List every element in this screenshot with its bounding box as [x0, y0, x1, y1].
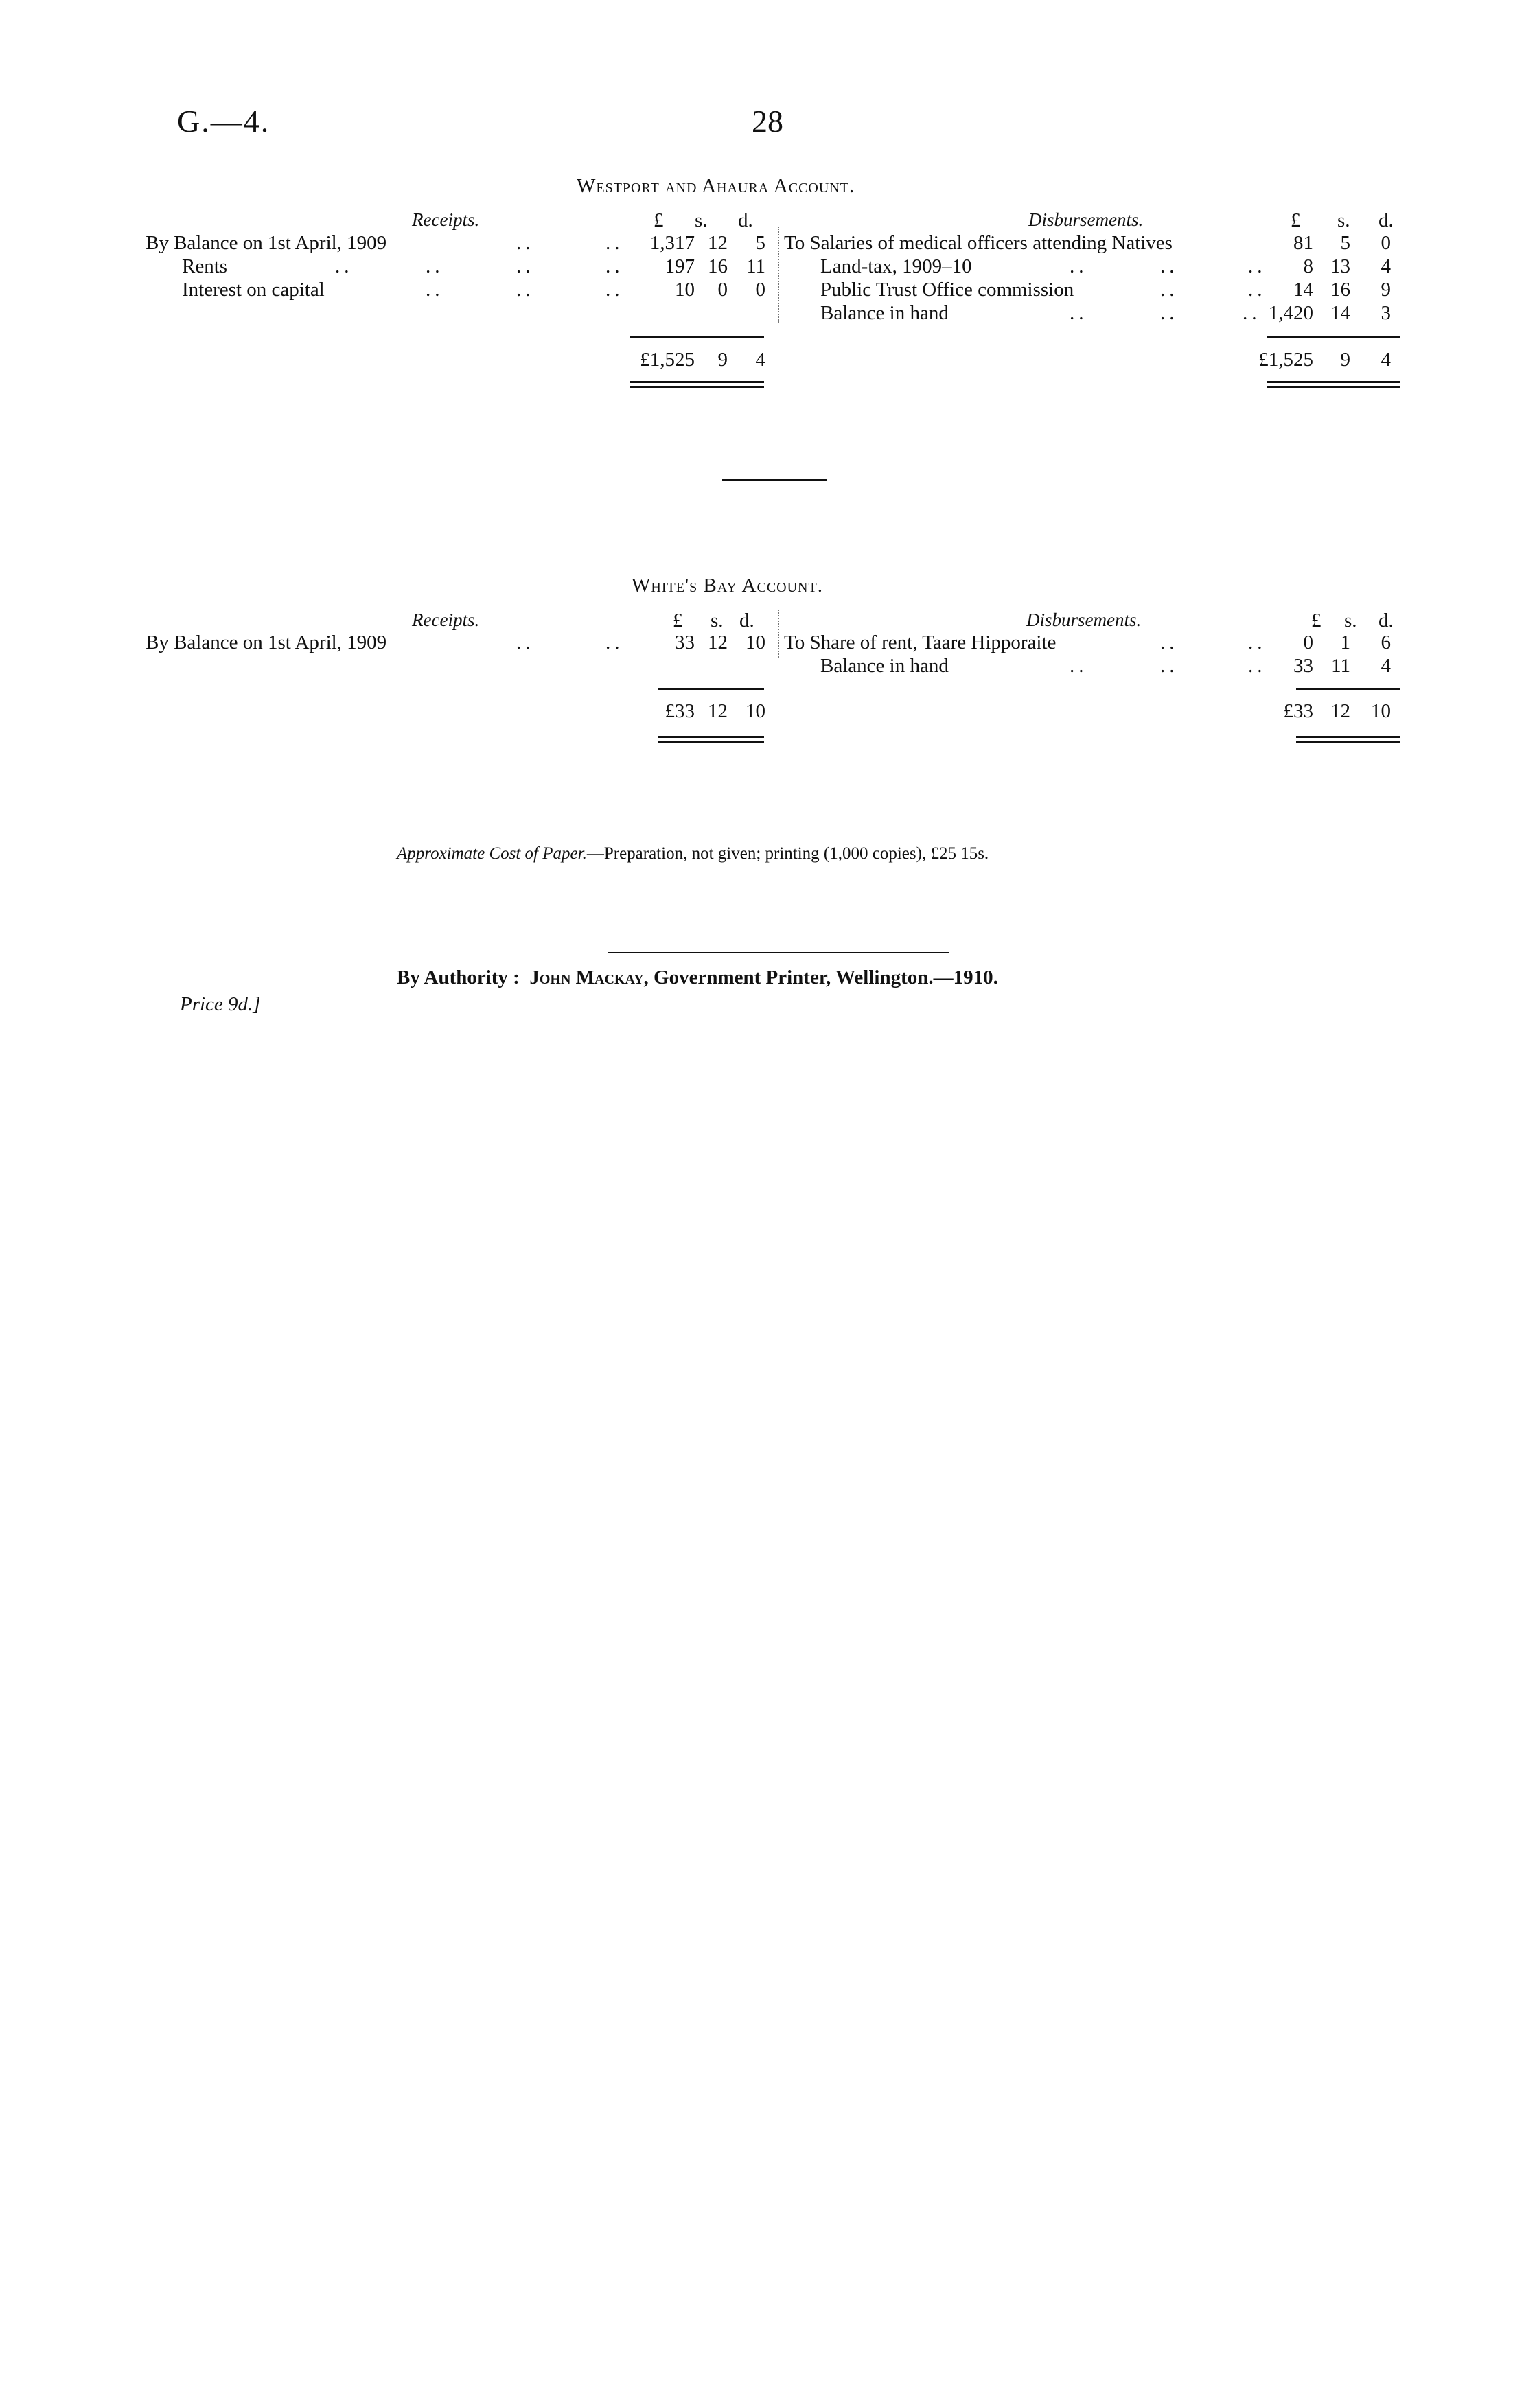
westport-disb-pence: 3	[1381, 302, 1391, 324]
whites-bay-disb-total-shillings: 12	[1330, 700, 1350, 722]
series-code: G.—4.	[177, 104, 270, 139]
westport-disb-col-pounds: £	[1291, 209, 1301, 231]
westport-receipt-pounds: 10	[675, 279, 695, 301]
whites-bay-disb-pence: 6	[1381, 632, 1391, 653]
westport-disb-pounds: 1,420	[1268, 302, 1313, 324]
leader-dots: ..	[1160, 655, 1179, 677]
whites-bay-disb-col-shillings: s.	[1344, 610, 1357, 632]
leader-dots: ..	[1070, 255, 1088, 277]
leader-dots: ..	[1248, 655, 1267, 677]
whites-bay-receipt-pence: 10	[746, 632, 765, 653]
whites-bay-receipts-total-pence: 10	[746, 700, 765, 722]
leader-dots: ..	[1070, 655, 1088, 677]
whites-bay-disb-shillings: 11	[1331, 655, 1350, 677]
subtotal-rule	[658, 688, 764, 690]
subtotal-rule	[630, 336, 764, 338]
leader-dots: ..	[605, 232, 624, 254]
westport-receipts-heading: Receipts.	[412, 209, 480, 230]
whites-bay-disb-total-pounds: £33	[1283, 700, 1313, 722]
leader-dots: ..	[426, 255, 444, 277]
westport-disb-total-pounds: £1,525	[1258, 349, 1313, 371]
subtotal-rule	[1296, 688, 1400, 690]
whites-bay-disb-pounds: 33	[1293, 655, 1313, 677]
westport-receipt-shillings: 16	[708, 255, 728, 277]
whites-bay-receipts-col-shillings: s.	[711, 610, 724, 632]
leader-dots: ..	[516, 255, 535, 277]
whites-bay-receipt-shillings: 12	[708, 632, 728, 653]
section-divider	[722, 479, 827, 481]
westport-disb-pence: 9	[1381, 279, 1391, 301]
whites-bay-receipts-total-pounds: £33	[665, 700, 695, 722]
westport-receipt-pence: 11	[746, 255, 765, 277]
leader-dots: ..	[1248, 279, 1267, 301]
whites-bay-receipt-label: By Balance on 1st April, 1909	[146, 632, 387, 653]
whites-bay-disbursement-label: Balance in hand	[820, 655, 949, 677]
authority-rest: , Government Printer, Wellington.—1910.	[643, 966, 998, 988]
printer-name: John Mackay	[529, 966, 644, 988]
westport-receipt-pence: 5	[755, 232, 765, 254]
total-double-rule	[1267, 386, 1400, 388]
westport-receipt-shillings: 0	[717, 279, 728, 301]
whites-bay-disb-col-pounds: £	[1311, 610, 1321, 632]
westport-disb-shillings: 5	[1340, 232, 1350, 254]
westport-receipts-col-pounds: £	[654, 209, 664, 231]
leader-dots: ..	[605, 279, 624, 301]
westport-disbursement-label: To Salaries of medical officers attending Natives	[784, 232, 1173, 254]
leader-dots: ..	[1160, 255, 1179, 277]
westport-receipt-pounds: 197	[665, 255, 695, 277]
cost-of-paper-note	[397, 844, 989, 864]
total-double-rule	[658, 741, 764, 743]
westport-disbursement-label: Balance in hand	[820, 302, 949, 324]
whites-bay-disb-pence: 4	[1381, 655, 1391, 677]
westport-receipts-total-pounds: £1,525	[640, 349, 695, 371]
westport-disb-total-pence: 4	[1381, 349, 1391, 371]
leader-dots: ..	[516, 232, 535, 254]
westport-receipt-label: Interest on capital	[182, 279, 325, 301]
westport-receipts-total-pence: 4	[755, 349, 765, 371]
whites-bay-disb-shillings: 1	[1340, 632, 1350, 653]
whites-bay-receipts-col-pence: d.	[739, 610, 754, 632]
whites-bay-receipts-col-pounds: £	[673, 610, 683, 632]
westport-receipt-pounds: 1,317	[649, 232, 695, 254]
westport-disb-shillings: 13	[1330, 255, 1350, 277]
leader-dots: ..	[605, 632, 624, 653]
leader-dots: ..	[1160, 632, 1179, 653]
westport-receipts-col-pence: d.	[738, 209, 753, 231]
westport-disb-pence: 4	[1381, 255, 1391, 277]
leader-dots: ..	[516, 632, 535, 653]
leader-dots: ..	[516, 279, 535, 301]
whites-bay-disb-pounds: 0	[1303, 632, 1313, 653]
whites-bay-disbursement-label: To Share of rent, Taare Hipporaite	[784, 632, 1057, 653]
westport-disb-col-shillings: s.	[1337, 209, 1350, 231]
whites-bay-receipt-pounds: 33	[675, 632, 695, 653]
leader-dots: ..	[1070, 302, 1088, 324]
subtotal-rule	[1267, 336, 1400, 338]
leader-dots: ..	[605, 255, 624, 277]
total-double-rule	[1296, 736, 1400, 738]
westport-disb-pounds: 14	[1293, 279, 1313, 301]
page-number: 28	[752, 104, 783, 139]
westport-disb-shillings: 14	[1330, 302, 1350, 324]
westport-receipt-pence: 0	[755, 279, 765, 301]
whites-bay-title: White's Bay Account.	[632, 575, 823, 597]
cost-label: Approximate Cost of Paper.	[397, 844, 587, 863]
authority-prefix: By Authority :	[397, 966, 520, 988]
whites-bay-disb-col-pence: d.	[1378, 610, 1394, 632]
westport-title: Westport and Ahaura Account.	[577, 175, 855, 197]
westport-disb-pounds: 8	[1303, 255, 1313, 277]
total-double-rule	[658, 736, 764, 738]
total-double-rule	[1267, 381, 1400, 383]
westport-column-divider	[778, 227, 781, 323]
total-double-rule	[1296, 741, 1400, 743]
leader-dots: ..	[1248, 632, 1267, 653]
whites-bay-column-divider	[778, 610, 781, 658]
westport-disbursement-label: Land-tax, 1909–10	[820, 255, 972, 277]
total-double-rule	[630, 386, 764, 388]
leader-dots: ..	[1160, 279, 1179, 301]
footer-rule	[608, 952, 949, 953]
westport-disb-col-pence: d.	[1378, 209, 1394, 231]
westport-disbursements-heading: Disbursements.	[1028, 209, 1144, 230]
price: Price 9d.]	[180, 993, 261, 1015]
westport-receipt-shillings: 12	[708, 232, 728, 254]
westport-receipts-col-shillings: s.	[695, 209, 708, 231]
westport-receipt-label: By Balance on 1st April, 1909	[146, 232, 387, 254]
westport-receipts-total-shillings: 9	[717, 349, 728, 371]
whites-bay-receipts-total-shillings: 12	[708, 700, 728, 722]
whites-bay-disbursements-heading: Disbursements.	[1026, 610, 1142, 630]
westport-receipt-label: Rents	[182, 255, 228, 277]
printer-imprint	[397, 966, 998, 989]
westport-disb-total-shillings: 9	[1340, 349, 1350, 371]
westport-disb-pence: 0	[1381, 232, 1391, 254]
westport-disb-shillings: 16	[1330, 279, 1350, 301]
leader-dots: ..	[1243, 302, 1261, 324]
westport-disbursement-label: Public Trust Office commission	[820, 279, 1074, 301]
leader-dots: ..	[426, 279, 444, 301]
whites-bay-disb-total-pence: 10	[1371, 700, 1391, 722]
leader-dots: ..	[1160, 302, 1179, 324]
cost-text: —Preparation, not given; printing (1,000 copies), £25 15s.	[586, 844, 989, 863]
total-double-rule	[630, 381, 764, 383]
westport-disb-pounds: 81	[1293, 232, 1313, 254]
whites-bay-receipts-heading: Receipts.	[412, 610, 480, 630]
leader-dots: ..	[1248, 255, 1267, 277]
leader-dots: ..	[335, 255, 354, 277]
